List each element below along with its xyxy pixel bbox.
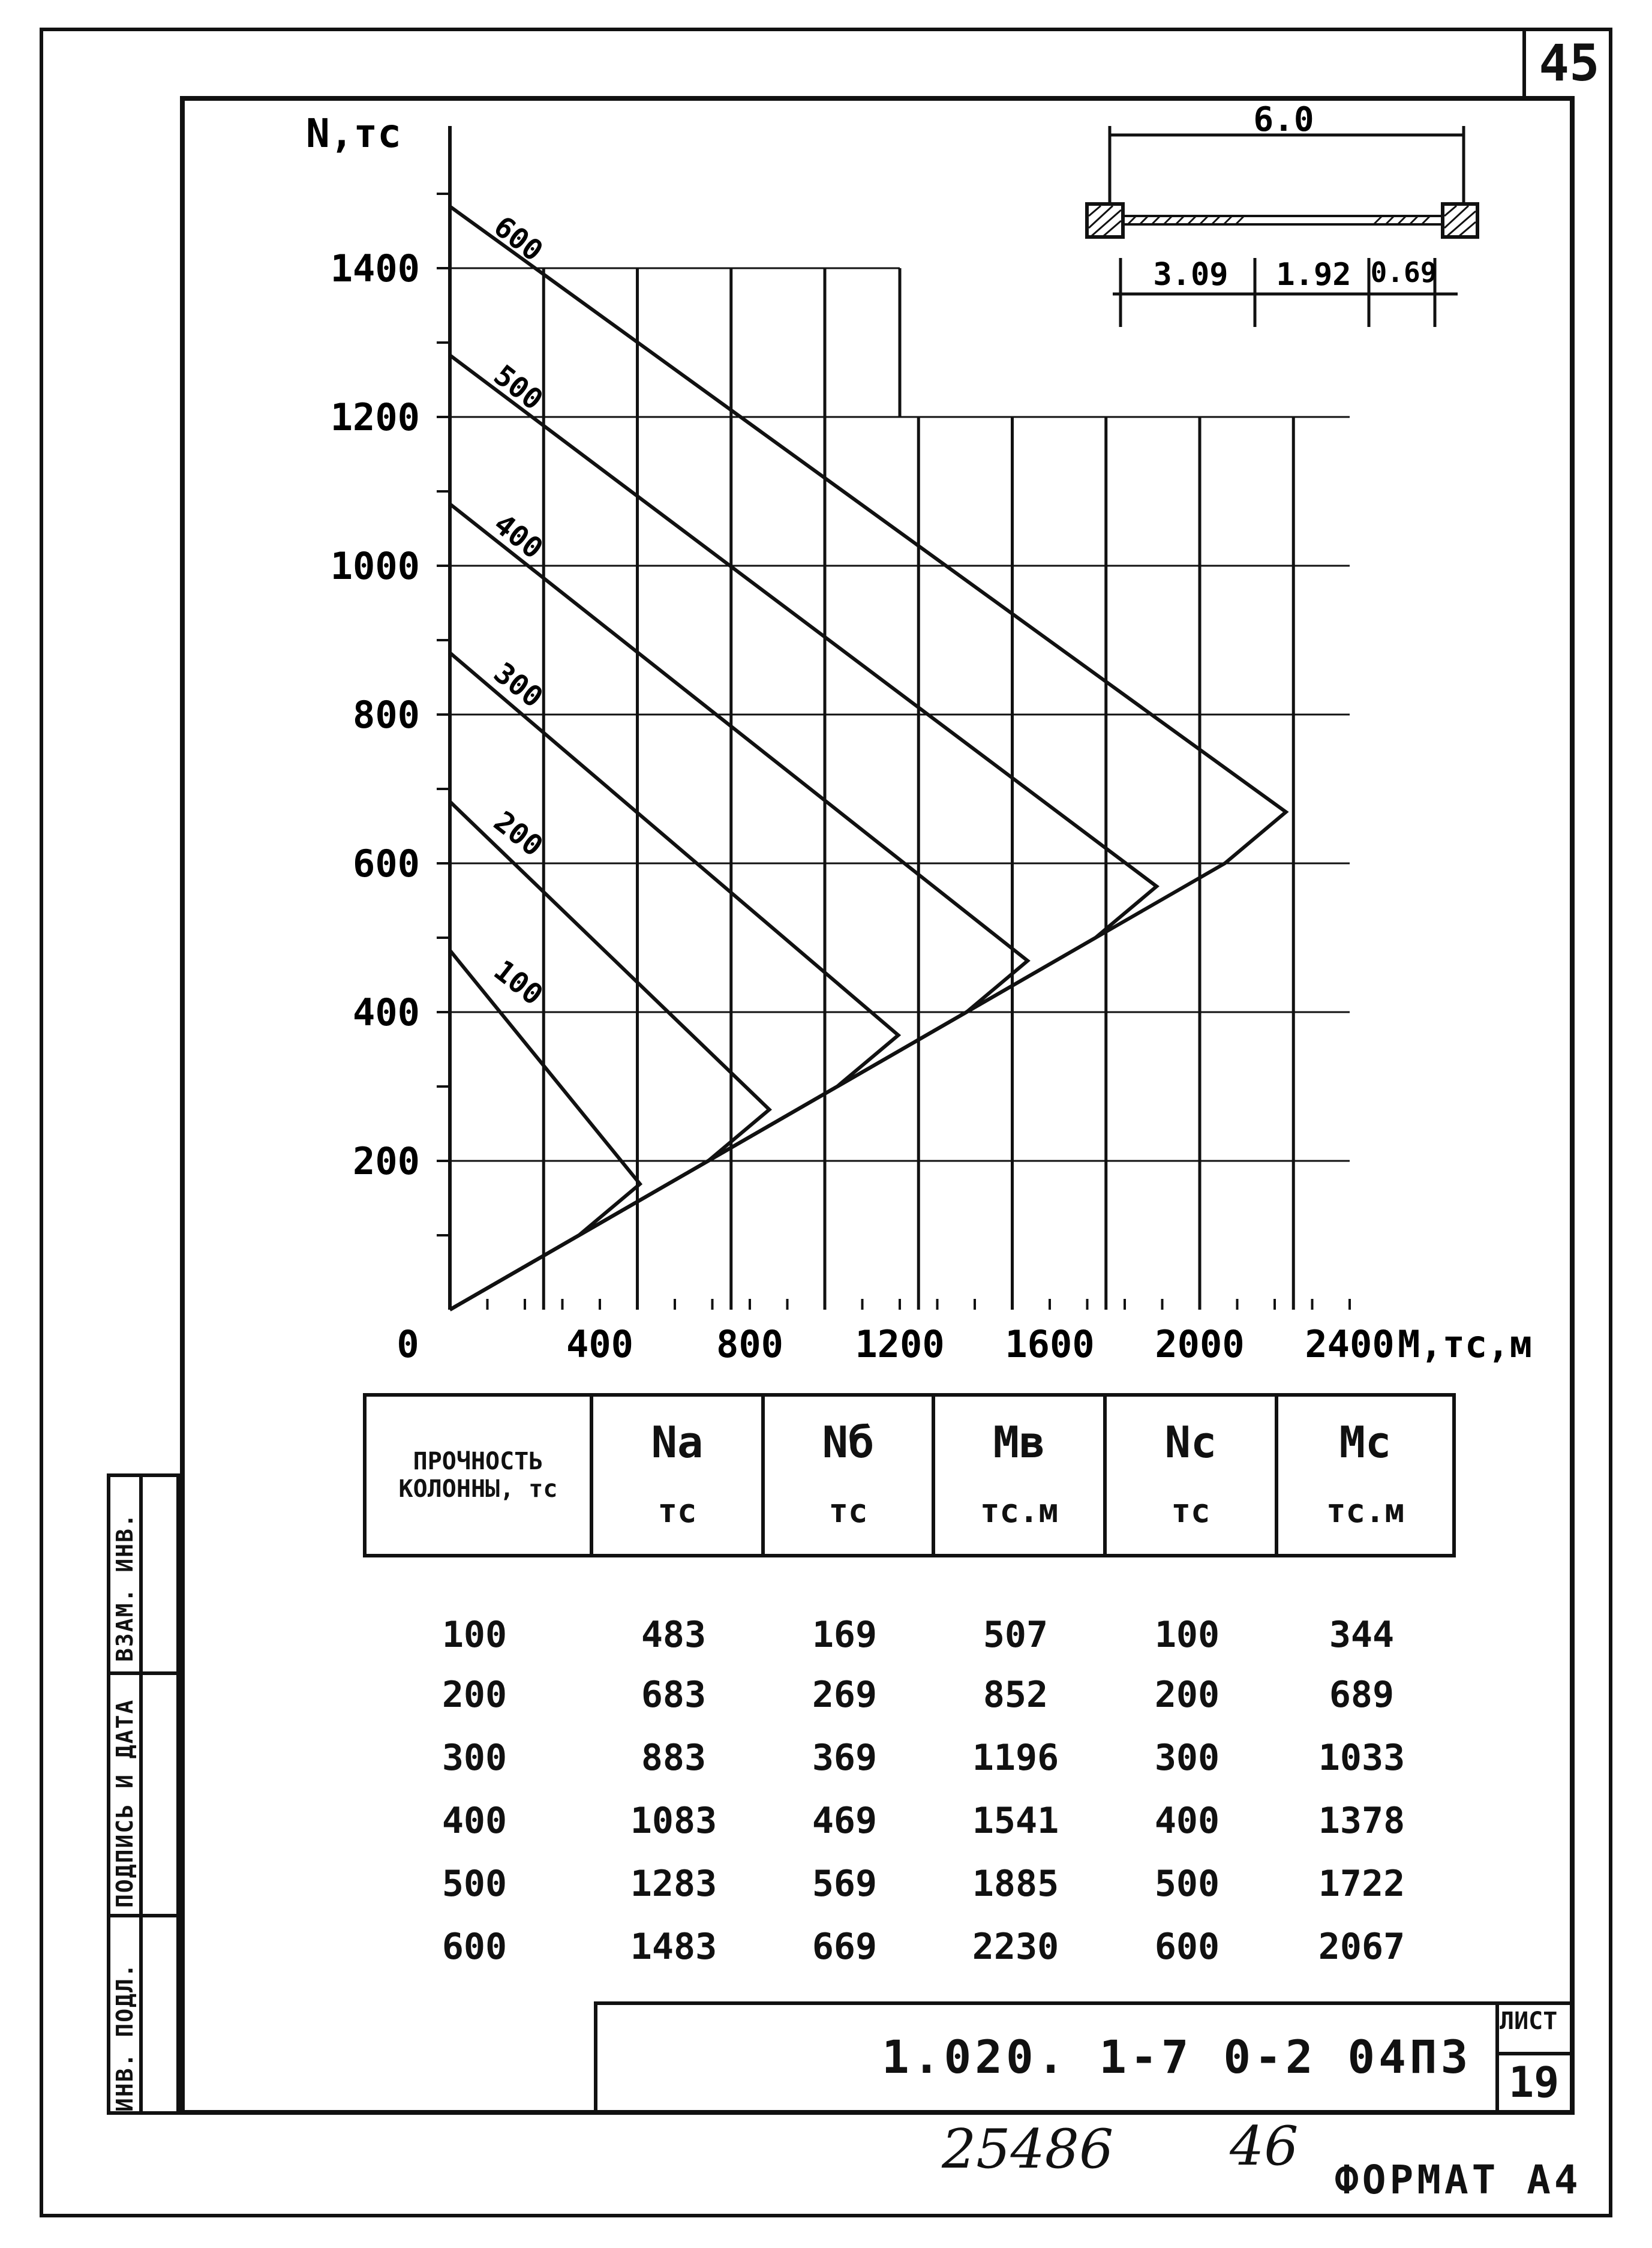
table-cell: 689	[1329, 1674, 1395, 1716]
table-cell: 2067	[1318, 1926, 1405, 1968]
sketch-right-column	[1443, 204, 1477, 237]
x-tick-label: 1600	[1005, 1322, 1095, 1366]
sketch-segment-1: 3.09	[1153, 257, 1229, 293]
table-cell: 100	[441, 1614, 507, 1656]
series-line	[450, 504, 1028, 1310]
handwritten-number-left: 25486	[942, 2118, 1114, 2181]
sketch-total-width: 6.0	[1253, 100, 1314, 139]
header-nb-unit: тс	[828, 1492, 868, 1530]
x-axis-label: М,тс,м	[1398, 1322, 1532, 1366]
sketch-segment-3: 0.69	[1370, 256, 1437, 289]
table-cell: 1196	[972, 1737, 1059, 1779]
header-na	[591, 1395, 763, 1556]
table-cell: 2230	[972, 1926, 1059, 1968]
header-mv-symbol: Мв	[993, 1417, 1046, 1467]
table-cell: 200	[441, 1674, 507, 1716]
y-tick-label: 1400	[330, 247, 420, 290]
side-label-vzam-inv: ВЗАМ. ИНВ.	[112, 1512, 138, 1662]
x-tick-label: 0	[397, 1322, 419, 1366]
x-tick-label: 800	[716, 1322, 783, 1366]
table-cell: 483	[641, 1614, 707, 1656]
table-cell: 1722	[1318, 1863, 1405, 1905]
section-sketch	[1087, 100, 1477, 327]
y-tick-label: 200	[353, 1139, 420, 1183]
table-cell: 1541	[972, 1800, 1059, 1842]
sheet-value: 19	[1509, 2058, 1560, 2107]
table-cell: 469	[812, 1800, 878, 1842]
x-tick-label: 400	[566, 1322, 633, 1366]
header-mv	[933, 1395, 1105, 1556]
sketch-left-column	[1087, 204, 1123, 237]
table-cell: 569	[812, 1863, 878, 1905]
series-label: 400	[487, 507, 549, 566]
x-tick-label: 1200	[855, 1322, 945, 1366]
document-code: 1.020. 1-7 0-2 04ПЗ	[882, 2030, 1472, 2084]
format-label: ФОРМАТ А4	[1335, 2157, 1582, 2203]
table-row	[363, 1926, 1452, 1986]
table-row	[363, 1800, 1452, 1860]
series-label: 600	[487, 209, 549, 268]
header-mc-unit: тс.м	[1326, 1492, 1405, 1530]
table-cell: 300	[1154, 1737, 1220, 1779]
y-tick-label: 1000	[330, 544, 420, 588]
table-cell: 600	[441, 1926, 507, 1968]
table-cell: 1083	[630, 1800, 717, 1842]
series-label: 500	[487, 358, 549, 417]
series-label: 300	[487, 656, 549, 715]
y-tick-label: 600	[353, 842, 420, 886]
table-cell: 883	[641, 1737, 707, 1779]
side-stamp-divider	[107, 1914, 180, 1917]
header-nb	[763, 1395, 933, 1556]
header-mv-unit: тс.м	[980, 1492, 1059, 1530]
table-cell: 369	[812, 1737, 878, 1779]
side-label-inv-podl: ИНВ. ПОДЛ.	[112, 1962, 138, 2112]
table-cell: 300	[441, 1737, 507, 1779]
sketch-segment-2: 1.92	[1276, 257, 1351, 293]
header-nc-symbol: Nс	[1164, 1417, 1217, 1467]
x-tick-label: 2000	[1155, 1322, 1245, 1366]
table-cell: 1885	[972, 1863, 1059, 1905]
table-cell: 1483	[630, 1926, 717, 1968]
strength-table-header	[363, 1393, 1456, 1557]
sheet-number: 45	[1522, 30, 1612, 96]
y-tick-label: 1200	[330, 395, 420, 439]
header-mc-symbol: Мс	[1339, 1417, 1392, 1467]
table-row	[363, 1863, 1452, 1923]
chart-series	[450, 206, 1286, 1310]
series-line	[450, 355, 1157, 1310]
table-cell: 683	[641, 1674, 707, 1716]
header-strength: ПРОЧНОСТЬ КОЛОННЫ, тс	[365, 1395, 591, 1556]
y-axis-label: N,тс	[306, 110, 401, 157]
header-mc	[1276, 1395, 1454, 1556]
table-cell: 852	[983, 1674, 1049, 1716]
table-cell: 600	[1154, 1926, 1220, 1968]
table-cell: 200	[1154, 1674, 1220, 1716]
table-row	[363, 1737, 1452, 1797]
side-label-podpis-data: ПОДПИСЬ И ДАТА	[112, 1698, 138, 1908]
table-cell: 507	[983, 1614, 1049, 1656]
table-cell: 100	[1154, 1614, 1220, 1656]
series-label: 100	[487, 953, 549, 1012]
table-cell: 400	[1154, 1800, 1220, 1842]
table-cell: 500	[441, 1863, 507, 1905]
header-nc	[1105, 1395, 1276, 1556]
header-nb-symbol: Nб	[822, 1417, 875, 1467]
chart-axes	[437, 126, 1350, 1310]
y-tick-label: 400	[353, 991, 420, 1034]
header-nc-unit: тс	[1171, 1492, 1211, 1530]
y-tick-label: 800	[353, 693, 420, 737]
sketch-beam-hatching	[1128, 216, 1430, 224]
table-cell: 500	[1154, 1863, 1220, 1905]
handwritten-number-right: 46	[1230, 2115, 1299, 2178]
header-na-symbol: Nа	[651, 1417, 704, 1467]
chart-grid	[450, 268, 1350, 1310]
series-label: 200	[487, 805, 549, 863]
side-stamp-divider	[107, 1671, 180, 1675]
table-cell: 1378	[1318, 1800, 1405, 1842]
table-cell: 344	[1329, 1614, 1395, 1656]
table-cell: 169	[812, 1614, 878, 1656]
series-line	[450, 802, 770, 1310]
table-cell: 669	[812, 1926, 878, 1968]
sheet-label: ЛИСТ	[1500, 2007, 1558, 2035]
table-cell: 269	[812, 1674, 878, 1716]
x-tick-label: 2400	[1305, 1322, 1395, 1366]
header-na-unit: тс	[657, 1492, 697, 1530]
table-row	[363, 1614, 1452, 1674]
table-cell: 1033	[1318, 1737, 1405, 1779]
table-cell: 400	[441, 1800, 507, 1842]
table-row	[363, 1674, 1452, 1734]
sheet-box-divider	[1495, 2052, 1575, 2055]
table-cell: 1283	[630, 1863, 717, 1905]
